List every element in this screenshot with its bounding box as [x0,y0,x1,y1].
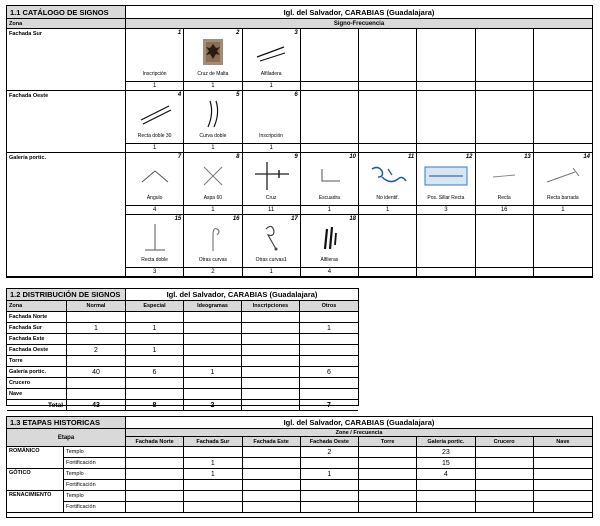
stage-count-cell: 4 [417,469,475,480]
ashlar-icon [417,161,474,191]
empty-sign-cell [534,91,592,153]
stage-column-header: Fachada Oeste [301,437,359,447]
sign-frequency [359,81,416,90]
column-header: Inscripciones [242,301,300,312]
stage-column-header: Fachada Sur [184,437,242,447]
sign-frequency: 1 [359,205,416,214]
count-cell [67,312,126,323]
zone-label: Fachada Este [7,334,67,345]
sign-cell [126,91,184,153]
square-icon [301,161,358,191]
stage-count-cell [534,447,592,458]
empty-sign-cell [417,29,475,91]
distribution-header-row [7,301,358,312]
sign-name: Ángulo [146,195,163,201]
stage-group [7,447,592,469]
sign-frequency: 2 [184,267,241,276]
sign-name: Recta doble [141,257,168,263]
empty-sign-cell [359,215,417,277]
stages-zone-header [126,429,592,447]
sign-frequency [476,143,533,152]
sign-name: Alfileras [320,257,339,263]
stage-sub-label: Templo [64,447,126,458]
sign-frequency: 1 [534,205,592,214]
count-cell [126,356,184,367]
zone-label: Torre [7,356,67,367]
stage-count-cell [476,491,534,502]
count-cell [300,345,358,356]
sign-number: 9 [294,154,298,160]
empty-sign-cell [301,91,359,153]
sign-frequency: 1 [126,81,183,90]
stage-column-header: Crucero [476,437,534,447]
distribution-row [7,345,358,356]
zone-label: Total [7,400,67,411]
zone-label: Nave [7,389,67,400]
sign-cell [417,153,475,215]
other-curve2-icon [243,223,300,253]
catalog-col-zone: Zona [7,19,126,29]
stage-count-cell [126,469,184,480]
distribution-row [7,323,358,334]
zone-label: Galería portic. [7,367,67,378]
sign-name: Otras curvas [198,257,228,263]
count-cell [184,378,242,389]
sign-name: Aspa 60 [203,195,223,201]
stage-count-cell [126,458,184,469]
sign-name: Otras curvas1 [255,257,287,263]
empty-sign-cell [476,215,534,277]
sign-number: 1 [177,30,182,36]
catalog-zone-label: Fachada Sur [7,29,126,91]
sign-frequency: 11 [243,205,300,214]
stage-group [7,469,592,491]
stage-count-cell: 15 [417,458,475,469]
empty-sign-cell [476,29,534,91]
sign-number: 13 [524,154,531,160]
count-cell: 1 [184,367,242,378]
stage-sub-label: Fortificación [64,480,126,491]
stage-name: ROMÁNICO [7,447,64,469]
double-line-icon [126,99,183,129]
catalog-title: 1.1 CATÁLOGO DE SIGNOS [7,6,126,19]
sign-number: 10 [349,154,356,160]
empty-sign-cell [417,91,475,153]
stage-sub-label: Fortificación [64,502,126,513]
sign-cell [359,153,417,215]
stage-sub-label: Templo [64,469,126,480]
stage-count-cell [417,491,475,502]
stages-table [6,416,593,518]
stage-count-cell [243,447,301,458]
catalog-zone-label: Galería portic. [7,153,126,215]
stage-count-cell [126,447,184,458]
sign-number: 17 [291,216,298,222]
sign-number: 3 [294,30,298,36]
distribution-table [6,288,359,409]
pin-marks-icon [301,223,358,253]
stage-count-cell [126,480,184,491]
sign-number: 2 [236,30,240,36]
count-cell [184,356,242,367]
distribution-title: 1.2 DISTRIBUCIÓN DE SIGNOS [7,289,126,301]
stage-count-cell [534,502,592,513]
sign-frequency [417,267,474,276]
count-cell [242,345,300,356]
catalog-zone-label: Fachada Oeste [7,91,126,153]
stage-row [64,469,592,480]
sign-frequency: 4 [301,267,358,276]
sharpening-marks-icon [243,37,300,67]
distribution-row [7,367,358,378]
sign-number: 8 [236,154,240,160]
sign-cell [243,153,301,215]
sign-name: No identif. [376,195,399,201]
stage-count-cell [243,491,301,502]
sign-frequency [534,143,592,152]
count-cell [242,334,300,345]
count-cell: 1 [126,345,184,356]
stages-site: Igl. del Salvador, CARABIAS (Guadalajara) [126,417,592,429]
sign-frequency [476,81,533,90]
sign-cell [184,29,242,91]
stage-count-cell [534,458,592,469]
empty-sign-cell [417,215,475,277]
stage-column-header: Fachada Norte [126,437,184,447]
count-cell [126,389,184,400]
count-cell: 6 [126,367,184,378]
inscription-icon [243,99,300,129]
sign-cell [126,215,184,277]
stage-count-cell [301,491,359,502]
stage-count-cell [534,469,592,480]
count-cell: 2 [184,400,242,411]
sign-frequency: 1 [184,81,241,90]
count-cell [67,378,126,389]
sign-frequency [301,143,358,152]
sign-frequency: 4 [126,205,183,214]
sign-name: Curva doble [199,133,227,139]
sign-number: 6 [294,92,298,98]
stage-count-cell [534,491,592,502]
stage-count-cell [301,502,359,513]
sign-frequency: 1 [301,205,358,214]
sign-frequency [417,143,474,152]
sign-frequency: 3 [126,267,183,276]
sign-cell [243,29,301,91]
double-curve-icon [184,99,241,129]
sign-number: 5 [236,92,240,98]
empty-sign-cell [534,29,592,91]
count-cell [67,356,126,367]
stage-count-cell [243,502,301,513]
sign-cell [301,215,359,277]
sign-cell [184,91,242,153]
stage-count-cell [126,502,184,513]
count-cell: 43 [67,400,126,411]
zone-label: Fachada Sur [7,323,67,334]
sign-frequency [534,267,592,276]
stage-count-cell [243,458,301,469]
stage-column-header: Torre [359,437,417,447]
stage-count-cell [243,480,301,491]
other-curve-icon [184,223,241,253]
sign-frequency: 1 [243,81,300,90]
etapa-header: Etapa [7,429,126,447]
count-cell [242,312,300,323]
catalog-zone-label [7,215,126,277]
stage-count-cell [359,458,417,469]
stage-count-cell [417,480,475,491]
stage-count-cell: 1 [184,469,242,480]
sign-cell [534,153,592,215]
count-cell [184,312,242,323]
stage-sub-label: Fortificación [64,458,126,469]
sign-name: Cruz de Malta [197,71,229,77]
x-cross-icon [184,161,241,191]
count-cell [300,389,358,400]
count-cell [184,323,242,334]
count-cell [184,345,242,356]
zone-label: Crucero [7,378,67,389]
stage-count-cell [243,469,301,480]
zone-label: Fachada Oeste [7,345,67,356]
sign-frequency [301,81,358,90]
stages-title: 1.3 ETAPAS HISTORICAS [7,417,126,429]
sign-number: 14 [583,154,590,160]
inscription-icon [126,37,183,67]
sign-frequency: 1 [184,205,241,214]
stage-name: GÓTICO [7,469,64,491]
count-cell: 1 [67,323,126,334]
sign-name: Cruz [265,195,277,201]
count-cell: 1 [126,323,184,334]
stage-row [64,480,592,491]
count-cell [67,334,126,345]
stage-column-header: Fachada Este [243,437,301,447]
sign-number: 18 [349,216,356,222]
sign-frequency [534,81,592,90]
stage-count-cell [184,491,242,502]
sign-cell [126,29,184,91]
sign-frequency: 1 [243,267,300,276]
col-zone-header: Zona [7,301,67,312]
stage-count-cell [359,502,417,513]
stage-count-cell [476,502,534,513]
double-vertical-icon [126,223,183,253]
stage-count-cell [184,480,242,491]
count-cell: 8 [126,400,184,411]
count-cell [126,334,184,345]
sign-frequency: 1 [126,143,183,152]
count-cell [184,389,242,400]
stage-count-cell [184,502,242,513]
sign-frequency: 1 [184,143,241,152]
count-cell [67,389,126,400]
stage-count-cell [184,447,242,458]
count-cell: 7 [300,400,358,411]
sign-number: 4 [177,92,182,98]
catalog-site: Igl. del Salvador, CARABIAS (Guadalajara) [126,6,592,19]
stage-count-cell [476,447,534,458]
stage-count-cell [359,447,417,458]
stage-group [7,491,592,513]
column-header: Ideogramas [184,301,242,312]
line-icon [476,161,533,191]
maltese-cross-photo-icon [184,37,241,67]
sign-name: Pos. Sillar Recta [427,195,465,201]
stage-column-header: Galería portic. [417,437,475,447]
stage-column-header: Nave [534,437,592,447]
sign-number: 11 [408,154,415,160]
catalog-row [7,215,592,277]
stage-count-cell [301,458,359,469]
cross-icon [243,161,300,191]
count-cell [300,378,358,389]
stage-row [64,447,592,458]
stage-count-cell [417,502,475,513]
distribution-total-row [7,400,358,411]
sign-number: 12 [465,154,473,160]
sign-number: 15 [174,216,182,222]
stages-header [7,429,592,447]
column-header: Especial [126,301,184,312]
count-cell [300,334,358,345]
sign-number: 7 [177,154,182,160]
sign-frequency [417,81,474,90]
catalog-col-signo: Signo-Frecuencia [126,19,592,29]
count-cell [242,389,300,400]
sign-cell [184,153,242,215]
stage-count-cell [476,458,534,469]
count-cell [126,312,184,323]
sign-name: Inscripción [142,71,167,77]
zone-label: Fachada Norte [7,312,67,323]
count-cell [242,400,300,411]
stage-count-cell [359,469,417,480]
stage-count-cell [534,480,592,491]
stage-count-cell [476,480,534,491]
distribution-row [7,378,358,389]
sign-cell [184,215,242,277]
sign-frequency: 16 [476,205,533,214]
distribution-row [7,312,358,323]
catalog-row [7,153,592,215]
stage-count-cell [359,480,417,491]
stage-count-cell: 1 [301,469,359,480]
sign-cell [126,153,184,215]
sign-name: Inscripción [259,133,284,139]
stage-count-cell [476,469,534,480]
count-cell [242,378,300,389]
stage-count-cell [359,491,417,502]
distribution-site: Igl. del Salvador, CARABIAS (Guadalajara) [126,289,358,301]
stage-count-cell [301,480,359,491]
sign-cell [243,91,301,153]
unidentified-icon [359,161,416,191]
sign-name: Escuadra [318,195,340,201]
stage-row [64,502,592,513]
catalog-table [6,5,593,278]
sign-frequency: 3 [417,205,474,214]
sign-frequency [359,267,416,276]
distribution-row [7,356,358,367]
sign-cell [301,153,359,215]
stage-count-cell [126,491,184,502]
count-cell [300,356,358,367]
distribution-row [7,334,358,345]
sign-name: Alfiladera [260,71,282,77]
sign-frequency [359,143,416,152]
count-cell [242,367,300,378]
count-cell [242,323,300,334]
stage-row [64,491,592,502]
count-cell: 6 [300,367,358,378]
sign-frequency [476,267,533,276]
empty-sign-cell [301,29,359,91]
empty-sign-cell [359,29,417,91]
empty-sign-cell [534,215,592,277]
stage-count-cell: 2 [301,447,359,458]
angle-icon [126,161,183,191]
count-cell [300,312,358,323]
column-header: Normal [67,301,126,312]
count-cell [126,378,184,389]
sign-number: 16 [232,216,240,222]
stage-name: RENACIMIENTO [7,491,64,513]
sign-frequency: 1 [243,143,300,152]
distribution-row [7,389,358,400]
column-header: Otros [300,301,358,312]
count-cell [242,356,300,367]
stage-row [64,458,592,469]
count-cell [184,334,242,345]
sign-cell [243,215,301,277]
count-cell: 2 [67,345,126,356]
sign-name: Recta barrada [547,195,579,201]
stage-count-cell: 23 [417,447,475,458]
barred-line-icon [534,161,592,191]
empty-sign-cell [476,91,534,153]
stage-count-cell: 1 [184,458,242,469]
catalog-row [7,91,592,153]
zone-frequency-header: Zone / Frecuencia [126,429,592,437]
count-cell: 1 [300,323,358,334]
sign-name: Recta doble 30 [137,133,172,139]
empty-sign-cell [359,91,417,153]
catalog-row [7,29,592,91]
sign-cell [476,153,534,215]
count-cell: 40 [67,367,126,378]
sign-name: Recta [497,195,511,201]
stage-sub-label: Templo [64,491,126,502]
